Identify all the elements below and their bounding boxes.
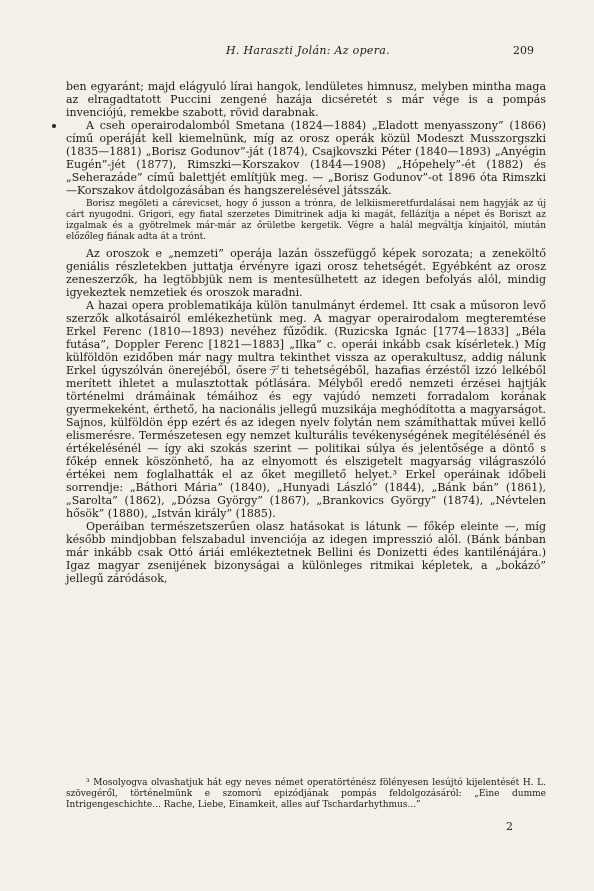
- signature-mark: 2: [506, 820, 513, 833]
- paragraph: ben egyaránt; majd elágyuló lírai hangok, lendületes himnusz, melyben mintha maga az elragadtatott Puccini zengené hazája dicséretét s már vége is a pompás invenciójú, remekbe szabott, rövid darabnak.: [66, 80, 546, 119]
- paragraph: Operáiban természetszerűen olasz hatásokat is látunk — főkép eleinte —, míg később mindjobban felszabadul invenciója az idegen impresszió alól. (Bánk bánban már inkább csak Ottó áriái emlékeztetnek Bellini és Donizetti édes kantilénájára.) Igaz magyar zsenijének bizonyságai a különleges ritmikai képletek, a „bokázó” jellegű záródások,: [66, 520, 546, 585]
- footnote: [66, 778, 546, 811]
- paragraph: Az oroszok e „nemzeti” operája lazán összefüggő képek sorozata; a zeneköltő geniális részletekben juttatja érvényre igazi orosz tehetségét. Egyébként az orosz zeneszerzők, ha legtöbbjük nem is mentesülhetett az idegen befolyás alól, mindig igyekeztek nemzetiek és oroszok maradni.: [66, 247, 546, 299]
- paragraph: A hazai opera problematikája külön tanulmányt érdemel. Itt csak a műsoron levő szerzők alkotásairól emlékezhetünk meg. A magyar operairodalom megteremtése Erkel Ferenc (1810—1893) nevéhez fűződik. (Ruzicska Ignác [1774—1833] „Béla futása”, Doppler Ferenc [1821—1883] „Ilka” c. operái inkább csak kísérletek.) Míg külföldön ezidőben már nagy multra tekinthet vissza az operakultusz, addig nálunk Erkel úgyszólván önerejéből, ősereデti tehetségéből, hazafias érzéstől izzó lelkéből merített ihletet a mulasztottak pótlására. Mélyből eredő nemzeti érzései hajtják történelmi drámáinak témáihoz és egy vajúdó nemzeti forradalom korának gyermekeként, érthető, ha nacionális jellegű muzsikája meghódította a magyarságot. Sajnos, külföldön épp ezért és az idegen nyelv folytán nem számíthattak művei kellő elismerésre. Természetesen egy nemzet kulturális tevékenységének megítélésénél és értékelésénél — így aki szokás szerint — politikai súlya és jelentősége a döntő s főkép ennek köszönhető, ha az elnyomott és elszigetelt magyarság világraszóló értékei nem foglalhatták el az őket megillető helyet.³ Erkel operáinak időbeli sorrendje: „Báthori Mária” (1840), „Hunyadi László” (1844), „Bánk bán” (1861), „Sarolta” (1862), „Dózsa György” (1867), „Brankovics György” (1874), „Névtelen hősök” (1880), „István király” (1885).: [66, 299, 546, 520]
- margin-mark: [52, 124, 56, 128]
- paragraph-synopsis: Borisz megöleti a cárevicset, hogy ő jusson a trónra, de lelkiismeretfurdalásai nem hagyják az új cárt nyugodni. Grigori, egy fiatal szerzetes Dimitrinek adja ki magát, fellázítja a népet és Boriszt az izgalmak és a gyötrelmek már-már az őrületbe kergetik. Végre a halál megváltja kínjaitól, miután előzőleg fiának adta át a trónt.: [66, 199, 546, 242]
- body-text: [66, 80, 546, 585]
- footnote-text: ³ Mosolyogva olvashatjuk hát egy neves német operatörténész fölényesen lesújtó kijelentését H. L. szövegéről, történelmünk e szomorú epizódjának pompás feldolgozásáról: „Eine dumme Intrigengeschichte... Rache, Liebe, Einamkeit, alles auf Tschardarhythmus...”: [66, 778, 546, 810]
- page-number: 209: [513, 44, 534, 57]
- paragraph: A cseh operairodalomból Smetana (1824—1884) „Eladott menyasszony” (1866) című operáját kell kiemelnünk, míg az orosz operák közül Modeszt Musszorgszki (1835—1881) „Borisz Godunov”-ját (1874), Csajkovszki Péter (1840—1893) „Anyégin Eugén”-jét (1877), Rimszki—Korszakov (1844—1908) „Hópehely”-ét (1882) és „Seherazáde” című balettjét említjük meg. — „Borisz Godunov”-ot 1896 óta Rimszki—Korszakov átdolgozásában és hangszerelésével játsszák.: [66, 119, 546, 197]
- page-header: [66, 44, 546, 60]
- running-title: H. Haraszti Jolán: Az opera.: [226, 44, 390, 57]
